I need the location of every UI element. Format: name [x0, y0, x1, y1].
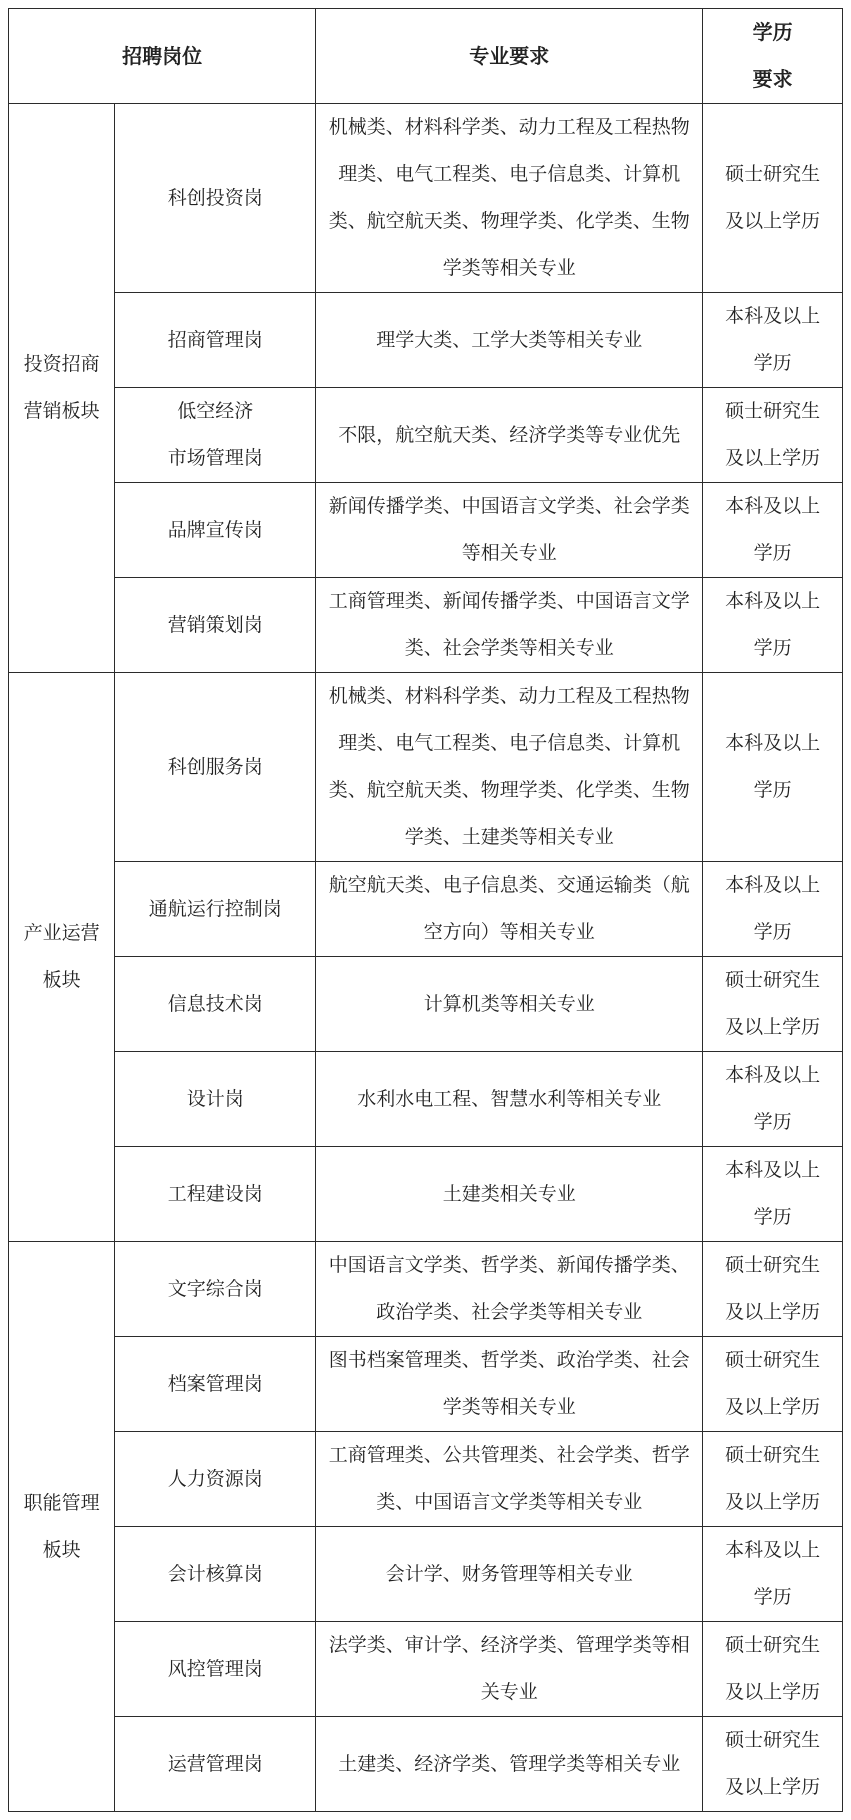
- major-requirement: 土建类、经济学类、管理学类等相关专业: [316, 1717, 703, 1812]
- major-requirement: 新闻传播学类、中国语言文学类、社会学类等相关专业: [316, 483, 703, 578]
- major-requirement: 航空航天类、电子信息类、交通运输类（航空方向）等相关专业: [316, 862, 703, 957]
- education-requirement: 本科及以上 学历: [703, 862, 843, 957]
- major-requirement: 法学类、审计学、经济学类、管理学类等相关专业: [316, 1622, 703, 1717]
- education-requirement: 本科及以上 学历: [703, 673, 843, 862]
- table-row: [9, 1242, 843, 1337]
- table-row: [9, 957, 843, 1052]
- education-requirement: 本科及以上 学历: [703, 1527, 843, 1622]
- header-row: [9, 9, 843, 104]
- position-name: 档案管理岗: [115, 1337, 316, 1432]
- header-position: 招聘岗位: [9, 9, 316, 104]
- major-requirement: 计算机类等相关专业: [316, 957, 703, 1052]
- table-row: [9, 104, 843, 293]
- position-name: 科创服务岗: [115, 673, 316, 862]
- position-name: 运营管理岗: [115, 1717, 316, 1812]
- section-name: 投资招商 营销板块: [9, 104, 115, 673]
- table-row: [9, 293, 843, 388]
- table-row: [9, 1432, 843, 1527]
- education-requirement: 硕士研究生 及以上学历: [703, 104, 843, 293]
- position-name: 会计核算岗: [115, 1527, 316, 1622]
- major-requirement: 水利水电工程、智慧水利等相关专业: [316, 1052, 703, 1147]
- education-requirement: 本科及以上 学历: [703, 1052, 843, 1147]
- major-requirement: 会计学、财务管理等相关专业: [316, 1527, 703, 1622]
- table-row: [9, 388, 843, 483]
- education-requirement: 本科及以上 学历: [703, 1147, 843, 1242]
- education-requirement: 硕士研究生 及以上学历: [703, 1337, 843, 1432]
- position-name: 招商管理岗: [115, 293, 316, 388]
- major-requirement: 不限，航空航天类、经济学类等专业优先: [316, 388, 703, 483]
- table-row: [9, 578, 843, 673]
- header-education: 学历 要求: [703, 9, 843, 104]
- major-requirement: 机械类、材料科学类、动力工程及工程热物理类、电气工程类、电子信息类、计算机类、航空航天类、物理学类、化学类、生物学类等相关专业: [316, 104, 703, 293]
- position-name: 低空经济 市场管理岗: [115, 388, 316, 483]
- position-name: 风控管理岗: [115, 1622, 316, 1717]
- education-requirement: 本科及以上 学历: [703, 578, 843, 673]
- table-row: [9, 1622, 843, 1717]
- header-major: 专业要求: [316, 9, 703, 104]
- table-row: [9, 1052, 843, 1147]
- table-row: [9, 862, 843, 957]
- position-name: 工程建设岗: [115, 1147, 316, 1242]
- education-requirement: 硕士研究生 及以上学历: [703, 1242, 843, 1337]
- position-name: 营销策划岗: [115, 578, 316, 673]
- major-requirement: 工商管理类、新闻传播学类、中国语言文学类、社会学类等相关专业: [316, 578, 703, 673]
- major-requirement: 中国语言文学类、哲学类、新闻传播学类、政治学类、社会学类等相关专业: [316, 1242, 703, 1337]
- position-name: 人力资源岗: [115, 1432, 316, 1527]
- position-name: 科创投资岗: [115, 104, 316, 293]
- table-row: [9, 1527, 843, 1622]
- recruitment-table: [8, 8, 843, 1812]
- position-name: 信息技术岗: [115, 957, 316, 1052]
- position-name: 品牌宣传岗: [115, 483, 316, 578]
- education-requirement: 硕士研究生 及以上学历: [703, 1622, 843, 1717]
- table-body: [9, 9, 843, 1812]
- table-row: [9, 1717, 843, 1812]
- table-row: [9, 1147, 843, 1242]
- education-requirement: 硕士研究生 及以上学历: [703, 957, 843, 1052]
- education-requirement: 本科及以上 学历: [703, 293, 843, 388]
- position-name: 文字综合岗: [115, 1242, 316, 1337]
- section-name: 产业运营 板块: [9, 673, 115, 1242]
- education-requirement: 本科及以上 学历: [703, 483, 843, 578]
- education-requirement: 硕士研究生 及以上学历: [703, 1432, 843, 1527]
- section-name: 职能管理 板块: [9, 1242, 115, 1812]
- education-requirement: 硕士研究生 及以上学历: [703, 1717, 843, 1812]
- table-row: [9, 1337, 843, 1432]
- major-requirement: 土建类相关专业: [316, 1147, 703, 1242]
- position-name: 设计岗: [115, 1052, 316, 1147]
- major-requirement: 工商管理类、公共管理类、社会学类、哲学类、中国语言文学类等相关专业: [316, 1432, 703, 1527]
- education-requirement: 硕士研究生 及以上学历: [703, 388, 843, 483]
- major-requirement: 机械类、材料科学类、动力工程及工程热物理类、电气工程类、电子信息类、计算机类、航空航天类、物理学类、化学类、生物学类、土建类等相关专业: [316, 673, 703, 862]
- major-requirement: 图书档案管理类、哲学类、政治学类、社会学类等相关专业: [316, 1337, 703, 1432]
- table-row: [9, 673, 843, 862]
- position-name: 通航运行控制岗: [115, 862, 316, 957]
- table-row: [9, 483, 843, 578]
- major-requirement: 理学大类、工学大类等相关专业: [316, 293, 703, 388]
